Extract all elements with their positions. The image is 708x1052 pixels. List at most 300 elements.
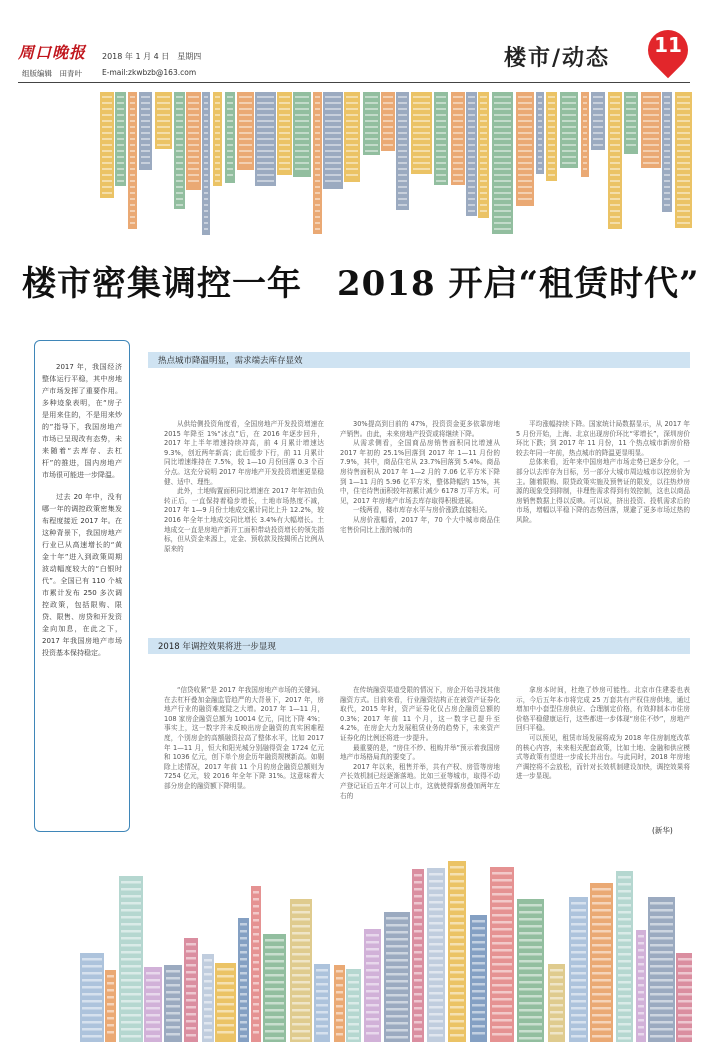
window-stripe — [217, 1010, 234, 1013]
window-stripe — [365, 96, 378, 98]
window-stripe — [217, 1031, 234, 1034]
building-shape — [314, 964, 330, 1042]
window-stripe — [413, 96, 430, 98]
window-stripe — [429, 880, 443, 883]
window-stripe — [643, 120, 659, 122]
window-stripe — [102, 102, 112, 104]
window-stripe — [336, 970, 343, 973]
window-stripe — [107, 982, 114, 985]
window-stripe — [677, 132, 690, 134]
window-stripe — [240, 930, 247, 933]
window-stripe — [398, 132, 407, 134]
window-stripe — [240, 1000, 247, 1003]
window-stripe — [107, 1003, 114, 1006]
window-stripe — [253, 1010, 259, 1013]
window-stripe — [366, 1025, 379, 1028]
window-stripe — [157, 120, 170, 122]
building-shape — [590, 883, 613, 1042]
window-stripe — [414, 965, 422, 968]
window-stripe — [550, 969, 563, 972]
window-stripe — [538, 150, 542, 152]
window-stripe — [677, 156, 690, 158]
window-stripe — [316, 1004, 328, 1007]
window-stripe — [610, 168, 620, 170]
window-stripe — [677, 150, 690, 152]
window-stripe — [550, 990, 563, 993]
window-stripe — [494, 162, 511, 164]
window-stripe — [480, 144, 487, 146]
window-stripe — [253, 1003, 259, 1006]
window-stripe — [239, 144, 252, 146]
window-stripe — [664, 204, 670, 206]
window-stripe — [346, 174, 358, 176]
window-stripe — [677, 180, 690, 182]
window-stripe — [494, 108, 511, 110]
window-stripe — [188, 180, 199, 182]
window-stripe — [494, 192, 511, 194]
window-stripe — [414, 951, 422, 954]
window-stripe — [315, 228, 320, 230]
window-stripe — [548, 102, 555, 104]
window-stripe — [130, 144, 135, 146]
window-stripe — [562, 132, 576, 134]
window-stripe — [295, 132, 309, 134]
window-stripe — [348, 1023, 359, 1026]
window-stripe — [650, 909, 673, 912]
window-stripe — [227, 120, 233, 122]
window-stripe — [650, 951, 673, 954]
window-stripe — [413, 138, 430, 140]
window-stripe — [204, 180, 208, 182]
window-stripe — [618, 1037, 631, 1040]
window-stripe — [626, 114, 636, 116]
window-stripe — [121, 993, 141, 996]
article-column — [340, 420, 500, 630]
window-stripe — [130, 132, 135, 134]
window-stripe — [592, 902, 611, 905]
window-stripe — [518, 168, 532, 170]
window-stripe — [592, 1007, 611, 1010]
window-stripe — [618, 995, 631, 998]
window-stripe — [239, 102, 252, 104]
window-stripe — [492, 914, 512, 917]
article-column — [516, 420, 690, 630]
window-stripe — [295, 144, 309, 146]
window-stripe — [518, 132, 532, 134]
window-stripe — [188, 138, 199, 140]
window-stripe — [480, 174, 487, 176]
window-stripe — [176, 108, 183, 110]
window-stripe — [325, 150, 341, 152]
window-stripe — [414, 937, 422, 940]
article-column — [340, 686, 500, 852]
window-stripe — [494, 144, 511, 146]
window-stripe — [204, 228, 208, 230]
window-stripe — [429, 922, 443, 925]
window-stripe — [413, 102, 430, 104]
window-stripe — [472, 1004, 485, 1007]
window-stripe — [638, 998, 644, 1001]
window-stripe — [146, 1007, 160, 1010]
article-paragraph: 平均涨幅持续下降。国家统计局数据显示，从 2017 年 5 月份开始，上海、北京出现房价环比“零增长”，深圳房价环比下跌；到 2017 年 11 月份，11 个热点城市新房价格较去年同一年前，热点城市的降温更显明显。 — [516, 420, 690, 457]
window-stripe — [664, 144, 670, 146]
window-stripe — [315, 102, 320, 104]
window-stripe — [295, 162, 309, 164]
window-stripe — [571, 909, 586, 912]
window-stripe — [492, 963, 512, 966]
window-stripe — [618, 1009, 631, 1012]
window-stripe — [217, 1003, 234, 1006]
header-divider — [18, 82, 690, 83]
window-stripe — [292, 904, 310, 907]
window-stripe — [176, 120, 183, 122]
window-stripe — [336, 998, 343, 1001]
window-stripe — [626, 102, 636, 104]
window-stripe — [107, 1024, 114, 1027]
window-stripe — [472, 1025, 485, 1028]
window-stripe — [325, 168, 341, 170]
window-stripe — [494, 126, 511, 128]
window-stripe — [186, 971, 196, 974]
window-stripe — [664, 180, 670, 182]
contact-email: E-mail:zkwbzb@163.com — [102, 68, 197, 77]
window-stripe — [650, 1007, 673, 1010]
window-stripe — [453, 102, 463, 104]
window-stripe — [130, 138, 135, 140]
window-stripe — [610, 156, 620, 158]
window-stripe — [592, 1000, 611, 1003]
window-stripe — [117, 168, 124, 170]
window-stripe — [450, 880, 464, 883]
window-stripe — [257, 138, 274, 140]
window-stripe — [121, 902, 141, 905]
window-stripe — [548, 162, 555, 164]
window-stripe — [315, 168, 320, 170]
window-stripe — [429, 901, 443, 904]
window-stripe — [279, 114, 290, 116]
window-stripe — [583, 114, 587, 116]
window-stripe — [638, 977, 644, 980]
window-stripe — [315, 138, 320, 140]
window-stripe — [365, 102, 378, 104]
window-stripe — [188, 132, 199, 134]
window-stripe — [413, 126, 430, 128]
window-stripe — [257, 156, 274, 158]
window-stripe — [583, 126, 587, 128]
window-stripe — [279, 132, 290, 134]
window-stripe — [336, 984, 343, 987]
window-stripe — [366, 1032, 379, 1035]
window-stripe — [414, 1007, 422, 1010]
window-stripe — [315, 144, 320, 146]
window-stripe — [677, 216, 690, 218]
window-stripe — [121, 916, 141, 919]
window-stripe — [450, 943, 464, 946]
window-stripe — [450, 894, 464, 897]
window-stripe — [414, 1028, 422, 1031]
window-stripe — [107, 989, 114, 992]
window-stripe — [166, 970, 180, 973]
window-stripe — [429, 978, 443, 981]
window-stripe — [450, 992, 464, 995]
window-stripe — [295, 96, 309, 98]
building-shape — [546, 92, 557, 181]
window-stripe — [188, 156, 199, 158]
window-stripe — [472, 983, 485, 986]
window-stripe — [141, 150, 150, 152]
window-stripe — [429, 964, 443, 967]
window-stripe — [414, 902, 422, 905]
window-stripe — [204, 1001, 212, 1004]
window-stripe — [519, 1030, 542, 1033]
window-stripe — [429, 957, 443, 960]
window-stripe — [295, 126, 309, 128]
window-stripe — [480, 162, 487, 164]
window-stripe — [571, 986, 586, 989]
window-stripe — [492, 1033, 512, 1036]
window-stripe — [130, 114, 135, 116]
window-stripe — [593, 144, 603, 146]
window-stripe — [325, 162, 341, 164]
article-column — [164, 420, 324, 630]
window-stripe — [413, 156, 430, 158]
window-stripe — [468, 120, 475, 122]
article-paragraph: 在传统融资渠道受限的情况下，房企开始寻找其他融资方式。目前来看，行业融资结构正在被资产证券化取代，2015 年时，资产证券化仅占房企融资总额的 0.3%；2017 年前 11 个月，这一数字已提升至 4.2%，在房企大力发展租赁业务的趋势下，未来资产证券化的比例还将进一步提升。 — [340, 686, 500, 742]
window-stripe — [677, 126, 690, 128]
window-stripe — [480, 204, 487, 206]
window-stripe — [429, 1020, 443, 1023]
window-stripe — [315, 114, 320, 116]
window-stripe — [436, 174, 446, 176]
window-stripe — [204, 1008, 212, 1011]
window-stripe — [414, 1000, 422, 1003]
window-stripe — [492, 893, 512, 896]
window-stripe — [257, 120, 274, 122]
window-stripe — [610, 216, 620, 218]
window-stripe — [239, 108, 252, 110]
window-stripe — [450, 985, 464, 988]
window-stripe — [292, 946, 310, 949]
window-stripe — [265, 1030, 284, 1033]
window-stripe — [548, 174, 555, 176]
window-stripe — [610, 96, 620, 98]
window-stripe — [176, 174, 183, 176]
page-header — [0, 0, 708, 90]
window-stripe — [176, 162, 183, 164]
window-stripe — [239, 114, 252, 116]
window-stripe — [146, 1035, 160, 1038]
window-stripe — [257, 180, 274, 182]
window-stripe — [538, 156, 542, 158]
window-stripe — [492, 949, 512, 952]
window-stripe — [204, 973, 212, 976]
window-stripe — [429, 929, 443, 932]
window-stripe — [519, 1023, 542, 1026]
window-stripe — [239, 126, 252, 128]
window-stripe — [117, 108, 124, 110]
window-stripe — [117, 162, 124, 164]
window-stripe — [257, 174, 274, 176]
window-stripe — [82, 1000, 102, 1003]
window-stripe — [253, 1017, 259, 1020]
window-stripe — [240, 965, 247, 968]
window-stripe — [468, 162, 475, 164]
window-stripe — [571, 951, 586, 954]
window-stripe — [365, 114, 378, 116]
window-stripe — [436, 120, 446, 122]
window-stripe — [315, 198, 320, 200]
window-stripe — [316, 1032, 328, 1035]
window-stripe — [453, 180, 463, 182]
window-stripe — [227, 126, 233, 128]
window-stripe — [650, 958, 673, 961]
window-stripe — [429, 943, 443, 946]
window-stripe — [325, 156, 341, 158]
window-stripe — [325, 102, 341, 104]
window-stripe — [386, 959, 408, 962]
window-stripe — [215, 126, 220, 128]
window-stripe — [450, 936, 464, 939]
window-stripe — [130, 156, 135, 158]
window-stripe — [383, 144, 393, 146]
window-stripe — [664, 102, 670, 104]
window-stripe — [265, 953, 284, 956]
window-stripe — [494, 198, 511, 200]
window-stripe — [650, 916, 673, 919]
window-stripe — [253, 947, 259, 950]
window-stripe — [186, 1027, 196, 1030]
window-stripe — [638, 963, 644, 966]
window-stripe — [292, 1002, 310, 1005]
window-stripe — [365, 144, 378, 146]
window-stripe — [550, 976, 563, 979]
window-stripe — [166, 1012, 180, 1015]
article-paragraph: 30%提高到目前的 47%，投资资金更多依靠房地产销售。由此，未来房地产投资或将继续下降。 — [340, 420, 500, 438]
window-stripe — [215, 138, 220, 140]
window-stripe — [626, 132, 636, 134]
window-stripe — [82, 965, 102, 968]
window-stripe — [414, 881, 422, 884]
window-stripe — [325, 174, 341, 176]
window-stripe — [678, 986, 692, 989]
window-stripe — [188, 96, 199, 98]
window-stripe — [366, 983, 379, 986]
window-stripe — [583, 144, 587, 146]
window-stripe — [295, 138, 309, 140]
window-stripe — [593, 96, 603, 98]
window-stripe — [130, 204, 135, 206]
window-stripe — [295, 156, 309, 158]
window-stripe — [664, 168, 670, 170]
window-stripe — [592, 1014, 611, 1017]
window-stripe — [398, 126, 407, 128]
window-stripe — [346, 150, 358, 152]
window-stripe — [121, 979, 141, 982]
window-stripe — [315, 126, 320, 128]
window-stripe — [186, 1020, 196, 1023]
window-stripe — [176, 186, 183, 188]
window-stripe — [538, 126, 542, 128]
window-stripe — [494, 120, 511, 122]
window-stripe — [253, 1024, 259, 1027]
window-stripe — [677, 102, 690, 104]
window-stripe — [664, 198, 670, 200]
window-stripe — [538, 102, 542, 104]
window-stripe — [571, 944, 586, 947]
building-shape — [215, 963, 236, 1042]
window-stripe — [188, 168, 199, 170]
window-stripe — [518, 150, 532, 152]
window-stripe — [204, 994, 212, 997]
article-column — [516, 686, 690, 822]
window-stripe — [257, 168, 274, 170]
window-stripe — [117, 144, 124, 146]
window-stripe — [593, 102, 603, 104]
window-stripe — [583, 150, 587, 152]
window-stripe — [366, 990, 379, 993]
window-stripe — [643, 144, 659, 146]
window-stripe — [102, 192, 112, 194]
window-stripe — [295, 108, 309, 110]
window-stripe — [253, 898, 259, 901]
window-stripe — [618, 904, 631, 907]
window-stripe — [315, 204, 320, 206]
window-stripe — [166, 991, 180, 994]
building-shape — [569, 897, 588, 1042]
window-stripe — [414, 1021, 422, 1024]
window-stripe — [678, 1014, 692, 1017]
window-stripe — [638, 991, 644, 994]
lead-sidebar — [34, 340, 130, 832]
window-stripe — [130, 108, 135, 110]
window-stripe — [117, 138, 124, 140]
window-stripe — [292, 1016, 310, 1019]
window-stripe — [650, 1021, 673, 1024]
window-stripe — [583, 96, 587, 98]
window-stripe — [121, 930, 141, 933]
window-stripe — [450, 978, 464, 981]
window-stripe — [678, 979, 692, 982]
window-stripe — [130, 150, 135, 152]
window-stripe — [450, 929, 464, 932]
news-credit: (新华) — [652, 826, 673, 835]
headline: 楼市密集调控一年 2018 开启“租赁时代” — [22, 264, 700, 304]
window-stripe — [346, 138, 358, 140]
window-stripe — [239, 162, 252, 164]
window-stripe — [472, 955, 485, 958]
window-stripe — [217, 989, 234, 992]
window-stripe — [386, 931, 408, 934]
window-stripe — [82, 979, 102, 982]
window-stripe — [398, 144, 407, 146]
window-stripe — [571, 930, 586, 933]
window-stripe — [279, 156, 290, 158]
window-stripe — [227, 174, 233, 176]
window-stripe — [571, 1007, 586, 1010]
window-stripe — [550, 1011, 563, 1014]
window-stripe — [204, 168, 208, 170]
window-stripe — [204, 150, 208, 152]
window-stripe — [325, 138, 341, 140]
window-stripe — [468, 114, 475, 116]
window-stripe — [538, 120, 542, 122]
window-stripe — [472, 1018, 485, 1021]
window-stripe — [436, 96, 446, 98]
window-stripe — [146, 1021, 160, 1024]
window-stripe — [618, 890, 631, 893]
window-stripe — [121, 951, 141, 954]
window-stripe — [638, 949, 644, 952]
